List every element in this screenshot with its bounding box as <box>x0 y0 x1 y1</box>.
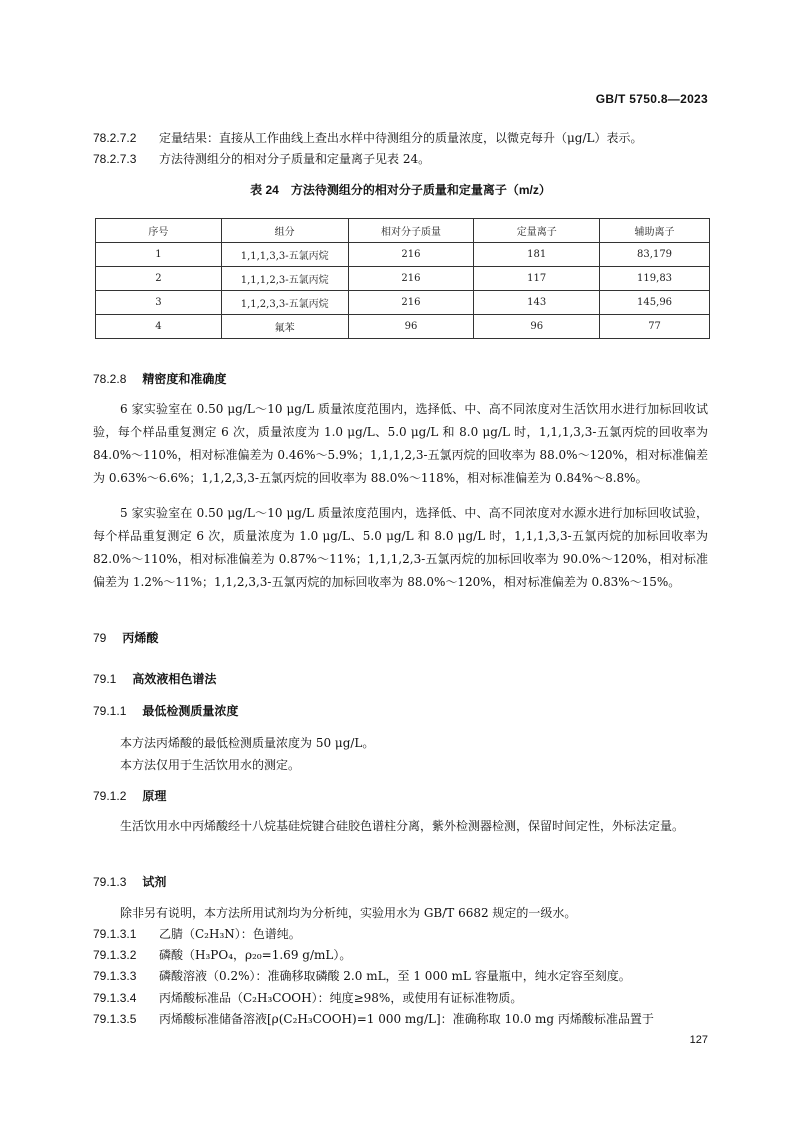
section-title: 精密度和准确度 <box>142 372 227 386</box>
heading-79-1-3 <box>93 872 708 892</box>
clause-78-2-7-2 <box>93 128 708 148</box>
clause-text: 磷酸（H₃PO₄，ρ₂₀=1.69 g/mL）。 <box>159 948 352 962</box>
table-24-caption: 表 24 方法待测组分的相对分子质量和定量离子（m/z） <box>250 183 551 197</box>
document-code: GB/T 5750.8—2023 <box>595 92 708 106</box>
clause-text: 磷酸溶液（0.2%）：准确移取磷酸 2.0 mL，至 1 000 mL 容量瓶中，纯水定容至刻度。 <box>159 969 631 983</box>
col-header-molecular-mass: 相对分子质量 <box>348 219 474 243</box>
clause-text: 方法待测组分的相对分子质量和定量离子见表 24。 <box>159 152 431 166</box>
col-header-component: 组分 <box>221 219 348 243</box>
clause-number: 79.1.3.3 <box>93 969 137 983</box>
paragraph-precision-1: 6 家实验室在 0.50 μg/L～10 μg/L 质量浓度范围内，选择低、中、高不同浓度对生活饮用水进行加标回收试验，每个样品重复测定 6 次，质量浓度为 1.0 μg/L、5.0 μg/L 和 8.0 μg/L 时，1,1,1,3,3-五氯丙烷的回收率为 84.0%～110%，相对标准偏差为 0.46%～5.9%；1,1,1,2,3-五氯丙烷的回收率为 88.0%～120%，相对标准偏差为 0.63%～6.6%；1,1,2,3,3-五氯丙烷的回收率为 88.0%～118%，相对标准偏差为 0.84%～8.8%。 <box>93 402 708 485</box>
table-row <box>96 243 710 267</box>
section-title: 最低检测质量浓度 <box>142 704 239 718</box>
clause-text: 丙烯酸标准储备溶液[ρ(C₂H₃COOH)=1 000 mg/L]：准确称取 10.0 mg 丙烯酸标准品置于 <box>159 1012 654 1026</box>
clause-number: 79.1.3.5 <box>93 1012 137 1026</box>
table-24 <box>95 218 710 339</box>
clause-number: 78.2.7.2 <box>93 131 137 145</box>
clause-78-2-7-3 <box>93 149 708 169</box>
section-number: 79.1 <box>93 672 117 686</box>
text-reagent-intro: 除非另有说明，本方法所用试剂均为分析纯，实验用水为 GB/T 6682 规定的一级水。 <box>120 906 577 920</box>
table-cell: 83,179 <box>600 243 710 267</box>
table-row <box>96 291 710 315</box>
clause-number: 79.1.3.4 <box>93 991 137 1005</box>
clause-79-1-3-2 <box>93 945 708 965</box>
clause-79-1-3-3 <box>93 966 708 986</box>
table-cell: 117 <box>474 267 600 291</box>
clause-number: 79.1.3.1 <box>93 927 137 941</box>
col-header-aux-ion: 辅助离子 <box>600 219 710 243</box>
table-cell: 1,1,1,3,3-五氯丙烷 <box>221 243 348 267</box>
table-cell: 216 <box>348 291 474 315</box>
section-number: 78.2.8 <box>93 372 127 386</box>
table-cell: 2 <box>96 267 222 291</box>
text-detection-limit: 本方法丙烯酸的最低检测质量浓度为 50 μg/L。 <box>120 736 375 750</box>
clause-79-1-3-4 <box>93 988 708 1008</box>
section-number: 79.1.2 <box>93 789 127 803</box>
heading-79-1 <box>93 669 708 689</box>
section-number: 79.1.1 <box>93 704 127 718</box>
heading-79 <box>93 628 708 648</box>
table-cell: 1,1,1,2,3-五氯丙烷 <box>221 267 348 291</box>
clause-text: 丙烯酸标准品（C₂H₃COOH）：纯度≥98%，或使用有证标准物质。 <box>159 991 523 1005</box>
col-header-quant-ion: 定量离子 <box>474 219 600 243</box>
heading-79-1-2 <box>93 786 708 806</box>
heading-78-2-8 <box>93 369 708 389</box>
table-cell: 216 <box>348 267 474 291</box>
table-cell: 96 <box>474 315 600 339</box>
section-number: 79.1.3 <box>93 875 127 889</box>
section-title: 高效液相色谱法 <box>132 672 217 686</box>
clause-text: 乙腈（C₂H₃N）：色谱纯。 <box>159 927 301 941</box>
section-number: 79 <box>93 631 107 645</box>
page-number: 127 <box>689 1034 708 1046</box>
table-row <box>96 315 710 339</box>
clause-number: 78.2.7.3 <box>93 152 137 166</box>
table-cell: 96 <box>348 315 474 339</box>
table-cell: 1,1,2,3,3-五氯丙烷 <box>221 291 348 315</box>
table-cell: 216 <box>348 243 474 267</box>
table-cell: 119,83 <box>600 267 710 291</box>
clause-79-1-3-1 <box>93 924 708 944</box>
section-title: 试剂 <box>142 875 167 889</box>
paragraph-principle: 生活饮用水中丙烯酸经十八烷基硅烷键合硅胶色谱柱分离，紫外检测器检测，保留时间定性，外标法定量。 <box>120 819 685 833</box>
table-cell: 77 <box>600 315 710 339</box>
section-title: 丙烯酸 <box>122 631 159 645</box>
table-header-row <box>96 219 710 243</box>
table-cell: 145,96 <box>600 291 710 315</box>
table-cell: 181 <box>474 243 600 267</box>
clause-number: 79.1.3.2 <box>93 948 137 962</box>
clause-79-1-3-5 <box>93 1009 708 1029</box>
paragraph-precision-2: 5 家实验室在 0.50 μg/L～10 μg/L 质量浓度范围内，选择低、中、高不同浓度对水源水进行加标回收试验，每个样品重复测定 6 次，质量浓度为 1.0 μg/L、5.0 μg/L 和 8.0 μg/L 时，1,1,1,3,3-五氯丙烷的加标回收率为 82.0%～110%，相对标准偏差为 0.87%～11%；1,1,1,2,3-五氯丙烷的加标回收率为 90.0%～120%，相对标准偏差为 1.2%～11%；1,1,2,3,3-五氯丙烷的加标回收率为 88.0%～120%，相对标准偏差为 0.83%～15%。 <box>93 506 708 589</box>
table-cell: 氟苯 <box>221 315 348 339</box>
table-cell: 143 <box>474 291 600 315</box>
heading-79-1-1 <box>93 701 708 721</box>
clause-text: 定量结果：直接从工作曲线上查出水样中待测组分的质量浓度，以微克每升（μg/L）表示。 <box>159 131 643 145</box>
text-scope: 本方法仅用于生活饮用水的测定。 <box>120 758 301 772</box>
col-header-index: 序号 <box>96 219 222 243</box>
table-row <box>96 267 710 291</box>
table-cell: 1 <box>96 243 222 267</box>
section-title: 原理 <box>142 789 167 803</box>
table-cell: 3 <box>96 291 222 315</box>
table-cell: 4 <box>96 315 222 339</box>
